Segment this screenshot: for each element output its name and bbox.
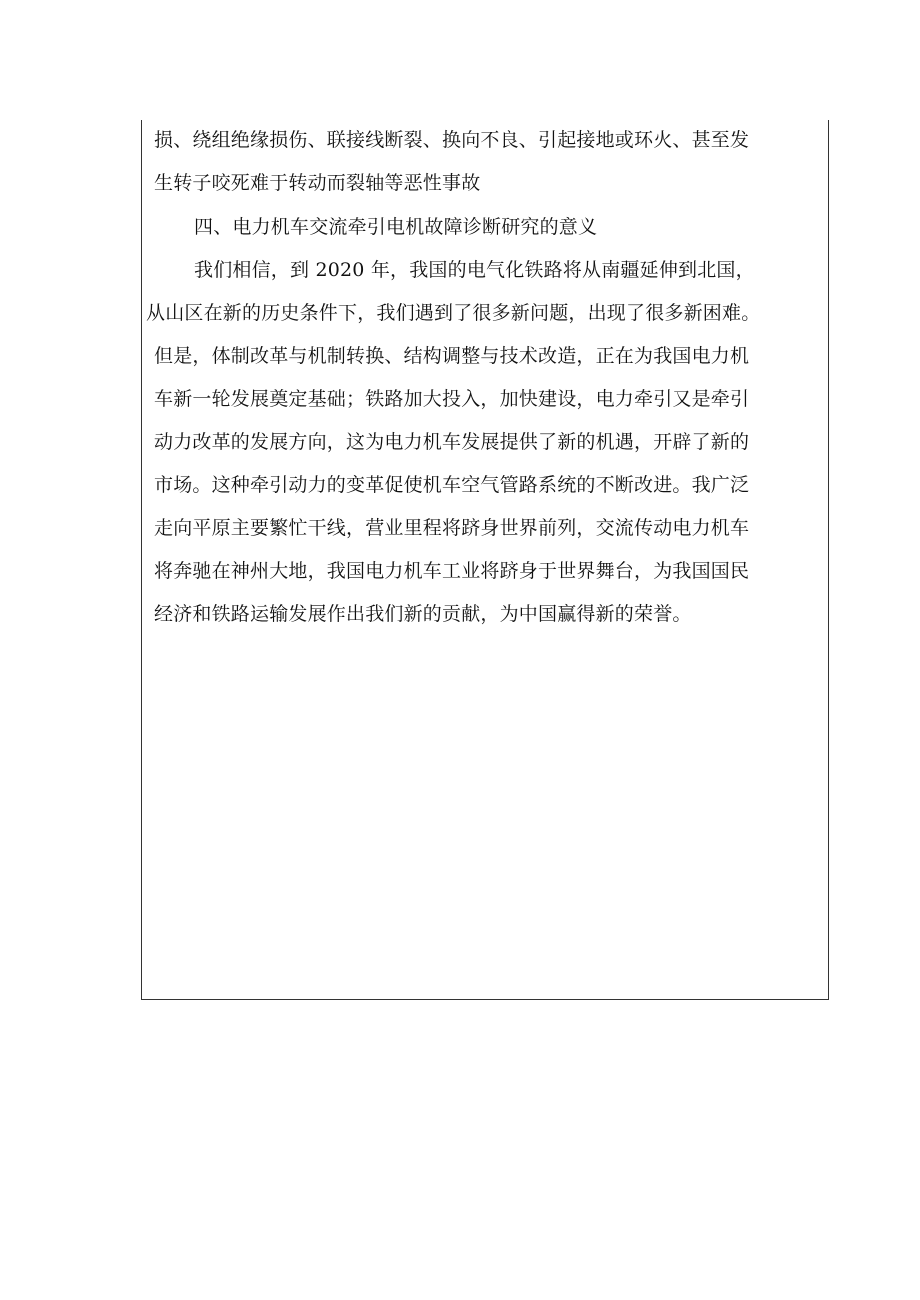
paragraph-line: 从山区在新的历史条件下，我们遇到了很多新问题，出现了很多新困难。 (146, 302, 761, 324)
paragraph-line: 将奔驰在神州大地，我国电力机车工业将跻身于世界舞台，为我国国民 (154, 560, 750, 582)
document-table-cell (141, 120, 829, 1000)
paragraph-line: 动力改革的发展方向，这为电力机车发展提供了新的机遇，开辟了新的 (154, 431, 750, 453)
paragraph-line: 我们相信，到 2020 年，我国的电气化铁路将从南疆延伸到北国， (194, 259, 755, 281)
paragraph-line: 经济和铁路运输发展作出我们新的贡献，为中国赢得新的荣誉。 (154, 603, 692, 625)
paragraph-line: 但是，体制改革与机制转换、结构调整与技术改造，正在为我国电力机 (154, 345, 750, 367)
paragraph-line: 生转子咬死难于转动而裂轴等恶性事故 (154, 172, 481, 194)
paragraph-line: 车新一轮发展奠定基础；铁路加大投入，加快建设，电力牵引又是牵引 (154, 388, 750, 410)
section-heading: 四、电力机车交流牵引电机故障诊断研究的意义 (194, 216, 598, 238)
paragraph-line: 市场。这种牵引动力的变革促使机车空气管路系统的不断改进。我广泛 (154, 474, 750, 496)
paragraph-line: 损、绕组绝缘损伤、联接线断裂、换向不良、引起接地或环火、甚至发 (154, 129, 750, 151)
paragraph-line: 走向平原主要繁忙干线，营业里程将跻身世界前列，交流传动电力机车 (154, 517, 750, 539)
